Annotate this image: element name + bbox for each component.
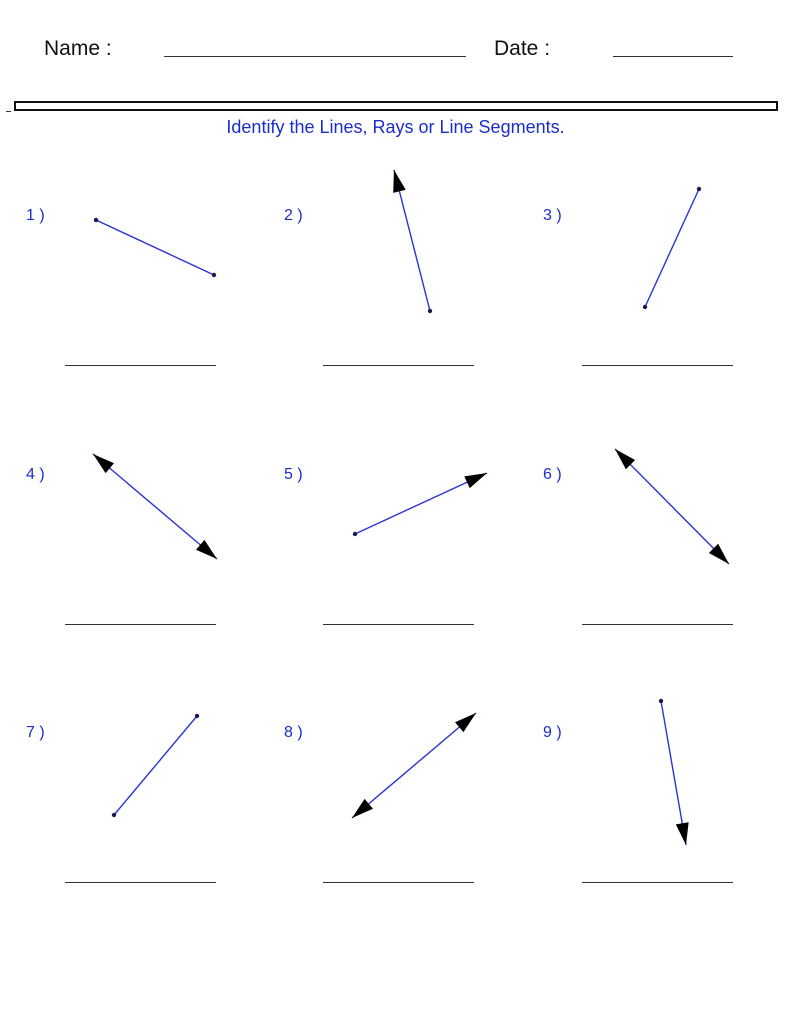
arrowhead-icon — [455, 713, 476, 732]
figure-1-stroke — [96, 220, 214, 275]
arrowhead-icon — [464, 473, 487, 488]
figure-9-ray — [659, 699, 689, 845]
problem-number-6: 6 ) — [543, 466, 562, 483]
endpoint-dot — [94, 218, 98, 222]
figure-4-stroke — [93, 454, 217, 559]
arrowhead-icon — [393, 170, 406, 193]
figure-8-line — [352, 713, 476, 818]
problem-number-9: 9 ) — [543, 724, 562, 741]
endpoint-dot — [643, 305, 647, 309]
figure-6-stroke — [615, 449, 729, 564]
endpoint-dot — [697, 187, 701, 191]
arrowhead-icon — [352, 799, 373, 818]
name-label: Name : — [44, 37, 112, 60]
figure-7-stroke — [114, 716, 197, 815]
problem-number-5: 5 ) — [284, 466, 303, 483]
endpoint-dot — [195, 714, 199, 718]
endpoint-dot — [428, 309, 432, 313]
arrowhead-icon — [196, 540, 217, 559]
arrowhead-icon — [93, 454, 114, 473]
problem-number-7: 7 ) — [26, 724, 45, 741]
instructions-title: Identify the Lines, Rays or Line Segments. — [226, 117, 565, 137]
figure-2-ray — [393, 170, 432, 313]
problem-number-8: 8 ) — [284, 724, 303, 741]
endpoint-dot — [112, 813, 116, 817]
arrowhead-icon — [676, 822, 689, 845]
problem-number-1: 1 ) — [26, 207, 45, 224]
figure-3-segment — [643, 187, 701, 309]
problem-number-2: 2 ) — [284, 207, 303, 224]
figure-3-stroke — [645, 189, 699, 307]
figure-6-line — [615, 449, 729, 564]
figure-1-segment — [94, 218, 216, 277]
endpoint-dot — [212, 273, 216, 277]
figure-7-segment — [112, 714, 199, 817]
figure-4-line — [93, 454, 217, 559]
endpoint-dot — [353, 532, 357, 536]
figure-5-ray — [353, 473, 487, 536]
problem-number-3: 3 ) — [543, 207, 562, 224]
endpoint-dot — [659, 699, 663, 703]
figure-8-stroke — [352, 713, 476, 818]
problem-number-4: 4 ) — [26, 466, 45, 483]
date-label: Date : — [494, 37, 551, 60]
